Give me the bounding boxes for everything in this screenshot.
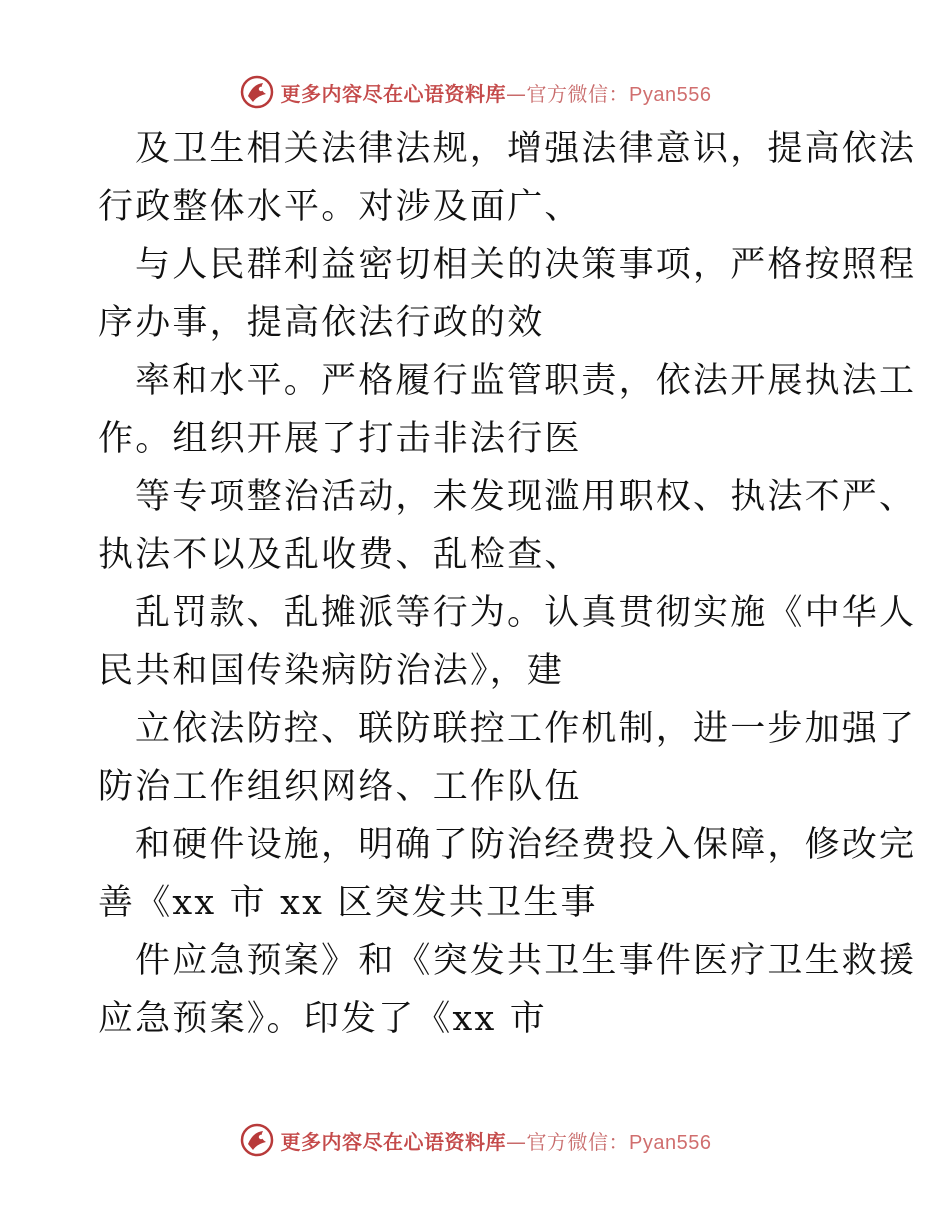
body-line: 与人民群利益密切相关的决策事项，严格按照程 [135,245,917,285]
body-line: 及卫生相关法律法规，增强法律意识，提高依法 [135,129,917,169]
body-line: 行政整体水平。对涉及面广、 [98,187,582,227]
body-line: 防治工作组织网络、工作队伍 [98,767,582,807]
body-line: 等专项整治活动，未发现滥用职权、执法不严、 [135,477,917,517]
footer-separator: — [506,1129,527,1154]
body-line: 立依法防控、联防联控工作机制，进一步加强了 [135,709,917,749]
logo-icon [239,74,275,110]
logo-icon [239,1122,275,1158]
header-wechat-label: 官方微信： [526,81,630,106]
body-line: 善《xx 市 xx 区突发共卫生事 [98,883,598,923]
header-wechat-id: Pyan556 [629,83,712,106]
header-banner-text [281,78,712,107]
body-line: 作。组织开展了打击非法行医 [98,419,582,459]
body-line: 件应急预案》和《突发共卫生事件医疗卫生救援 [135,941,917,981]
footer-banner [0,1120,950,1160]
footer-banner-text [281,1126,712,1155]
footer-site-text: 更多内容尽在心语资料库 [280,1129,507,1154]
footer-wechat-id: Pyan556 [629,1131,712,1154]
footer-wechat-label: 官方微信： [526,1129,630,1154]
body-line: 执法不以及乱收费、乱检查、 [98,535,582,575]
body-line: 序办事，提高依法行政的效 [98,303,545,343]
body-line: 民共和国传染病防治法》，建 [98,651,565,691]
header-site-text: 更多内容尽在心语资料库 [280,81,507,106]
header-banner [0,72,950,112]
body-line: 和硬件设施，明确了防治经费投入保障，修改完 [135,825,917,865]
body-line: 应急预案》。印发了《xx 市 [98,999,547,1039]
header-separator: — [506,81,527,106]
document-body [98,120,917,1048]
body-line: 率和水平。严格履行监管职责，依法开展执法工 [135,361,917,401]
body-line: 乱罚款、乱摊派等行为。认真贯彻实施《中华人 [135,593,917,633]
